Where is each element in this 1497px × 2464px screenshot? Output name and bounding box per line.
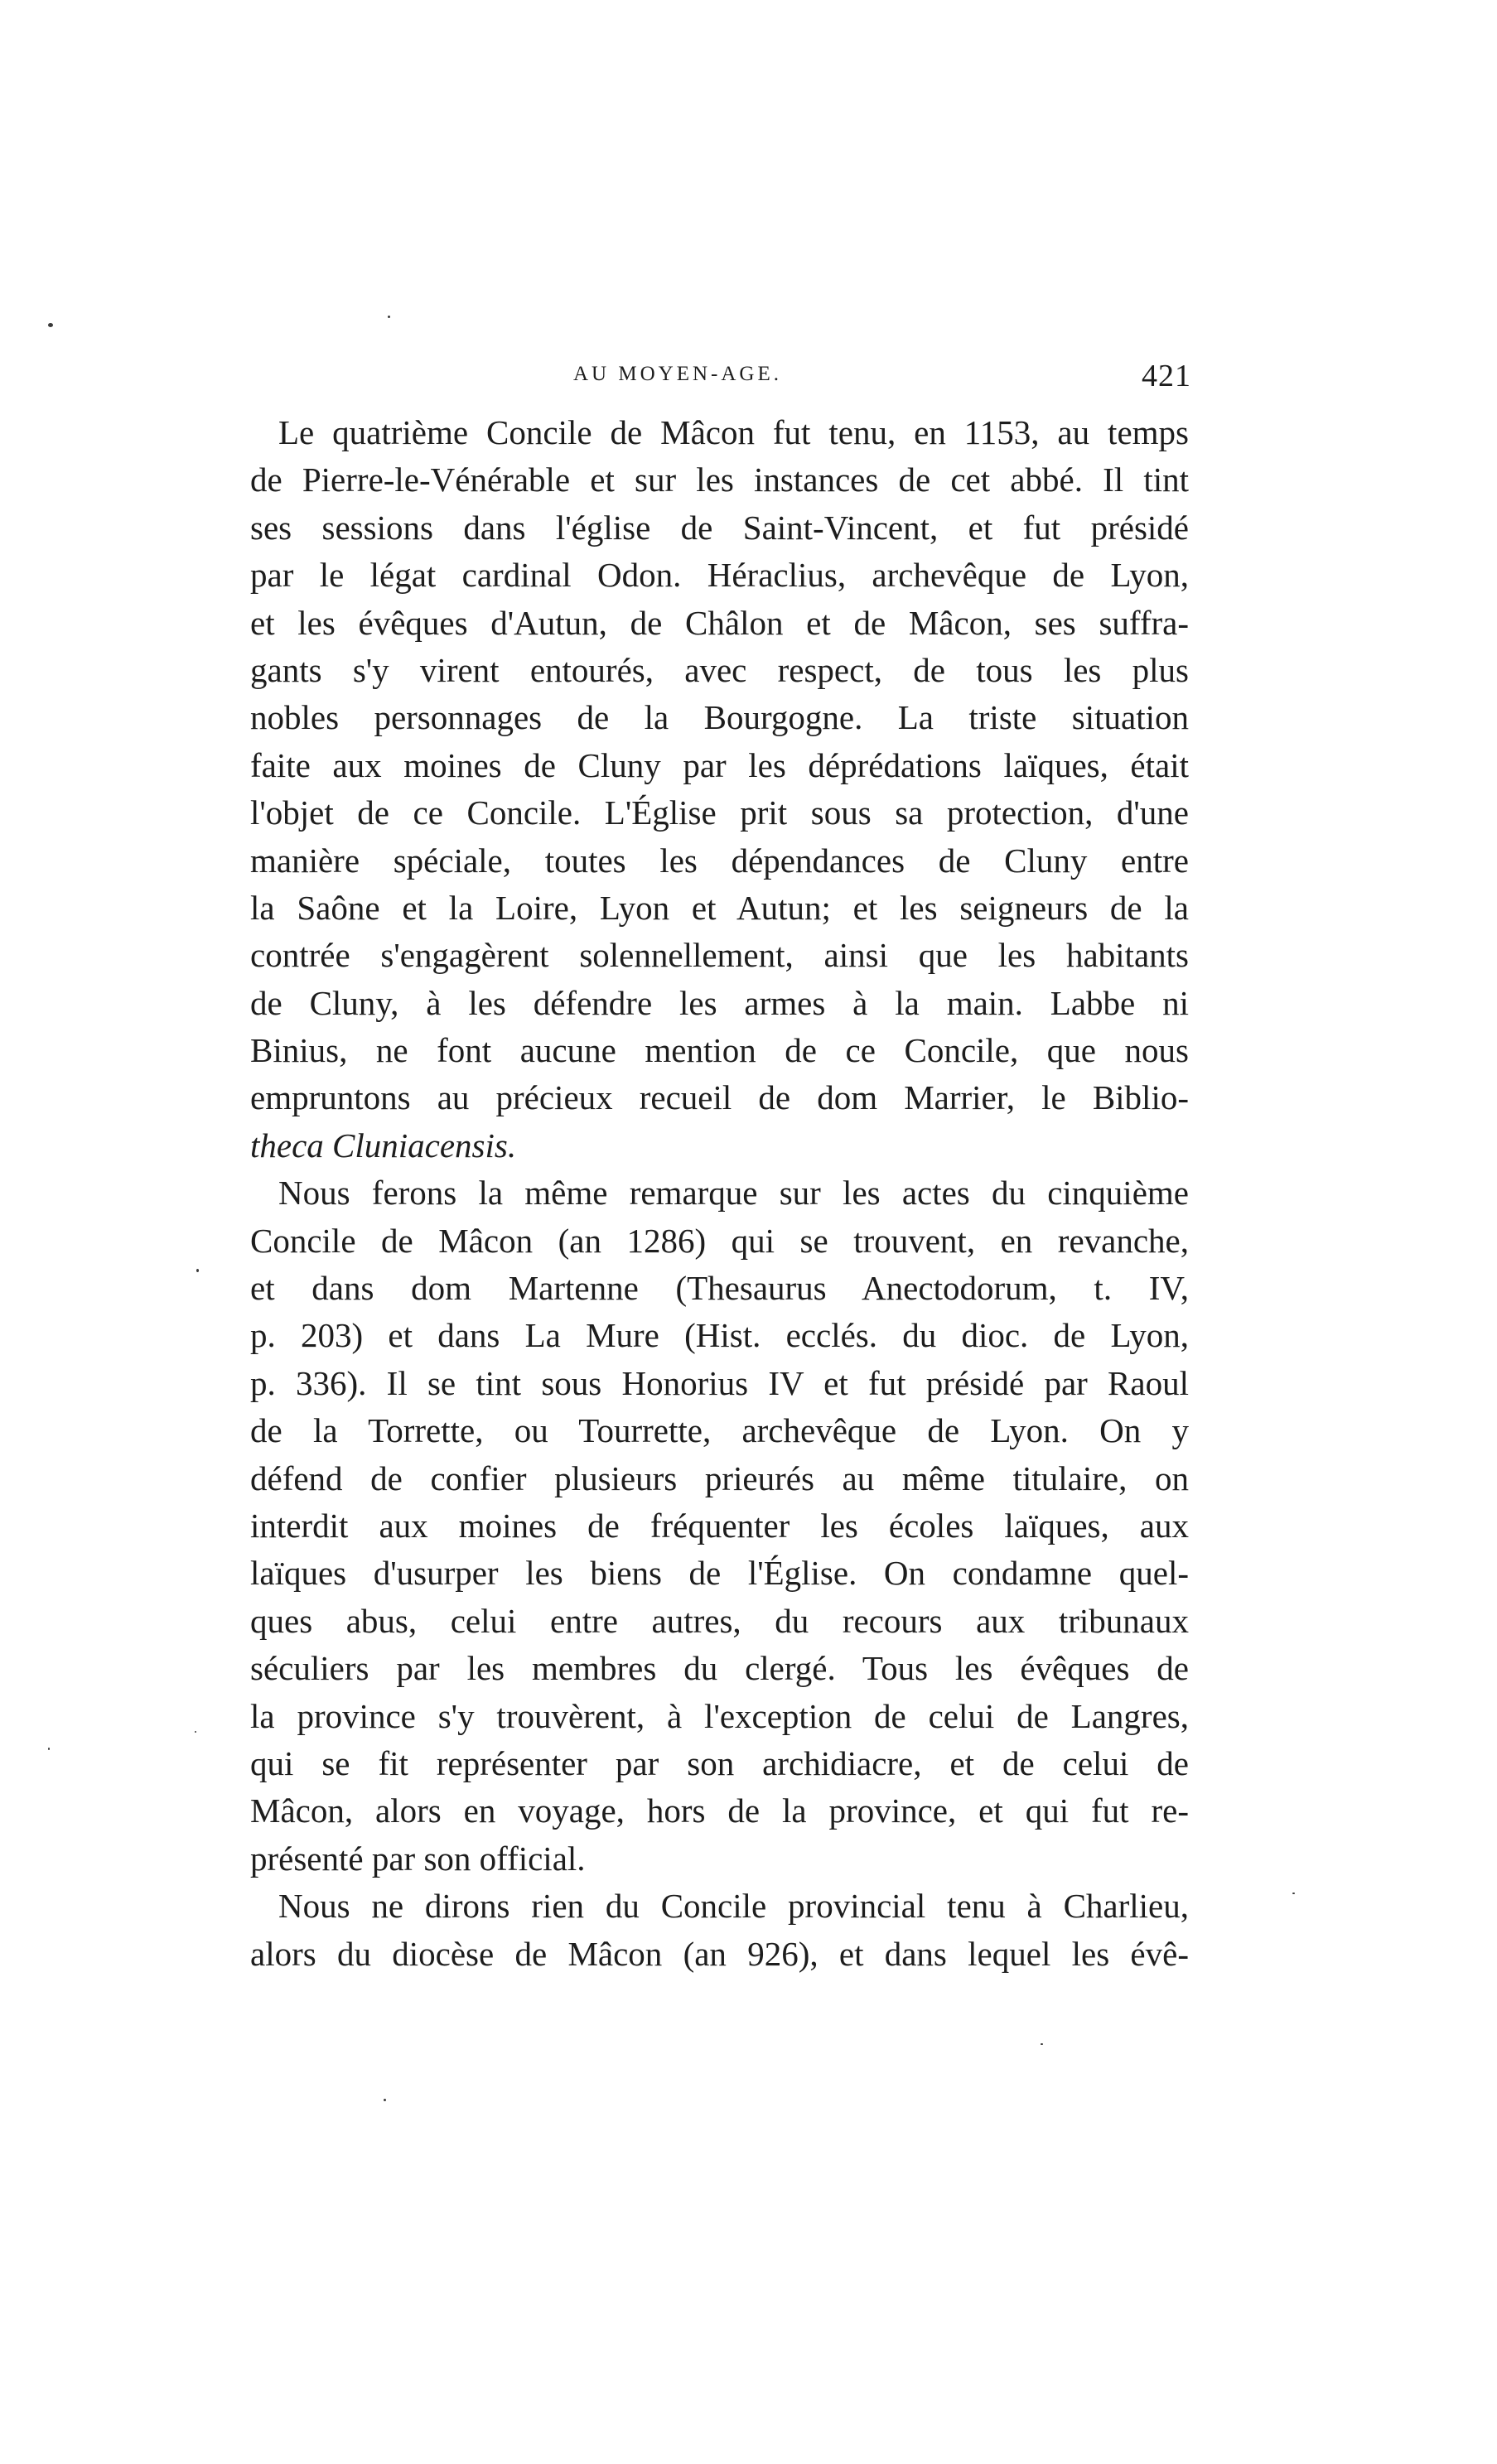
- text-line: alors du diocèse de Mâcon (an 926), et dans lequel les évê-: [250, 1934, 1189, 1973]
- running-head: [249, 359, 1193, 396]
- text-line: theca Cluniacensis.: [250, 1126, 517, 1164]
- text-line: gants s'y virent entourés, avec respect, de tous les plus: [250, 650, 1189, 689]
- text-line: et les évêques d'Autun, de Châlon et de Mâcon, ses suffra-: [250, 603, 1189, 642]
- scan-speck: [384, 2099, 386, 2101]
- scan-speck: [388, 316, 390, 318]
- text-line: Le quatrième Concile de Mâcon fut tenu, en 1153, au temps: [278, 413, 1189, 451]
- running-title: AU MOYEN-AGE.: [573, 363, 782, 385]
- scan-speck: [1041, 2043, 1043, 2045]
- text-line: qui se fit représenter par son archidiacre, et de celui de: [250, 1743, 1189, 1782]
- scan-speck: [196, 1269, 199, 1272]
- text-line: défend de confier plusieurs prieurés au même titulaire, on: [250, 1459, 1189, 1497]
- text-line: la Saône et la Loire, Lyon et Autun; et les seigneurs de la: [250, 888, 1189, 927]
- scan-speck: [48, 323, 53, 327]
- scan-speck: [195, 1731, 196, 1733]
- text-line: présenté par son official.: [250, 1839, 586, 1878]
- paragraph-2: [250, 1169, 1189, 1883]
- paragraph-1: [250, 409, 1189, 1169]
- text-line: faite aux moines de Cluny par les déprédations laïques, était: [250, 745, 1189, 784]
- text-line: Nous ne dirons rien du Concile provincial tenu à Charlieu,: [278, 1887, 1189, 1926]
- text-line: Mâcon, alors en voyage, hors de la province, et qui fut re-: [250, 1791, 1189, 1830]
- scan-speck: [48, 1748, 50, 1750]
- text-line: de Pierre-le-Vénérable et sur les instances de cet abbé. Il tint: [250, 460, 1189, 499]
- text-line: de Cluny, à les défendre les armes à la main. Labbe ni: [250, 983, 1189, 1022]
- page-number: 421: [1142, 359, 1191, 393]
- text-line: ques abus, celui entre autres, du recours aux tribunaux: [250, 1601, 1189, 1640]
- text-line: p. 336). Il se tint sous Honorius IV et fut présidé par Raoul: [250, 1363, 1189, 1402]
- text-line: de la Torrette, ou Tourrette, archevêque de Lyon. On y: [250, 1411, 1189, 1450]
- text-line: Binius, ne font aucune mention de ce Concile, que nous: [250, 1031, 1189, 1070]
- text-line: la province s'y trouvèrent, à l'exception de celui de Langres,: [250, 1696, 1189, 1735]
- body-text: [250, 409, 1189, 1978]
- text-line: séculiers par les membres du clergé. Tous les évêques de: [250, 1649, 1189, 1688]
- text-line: empruntons au précieux recueil de dom Marrier, le Biblio-: [250, 1078, 1189, 1117]
- text-line: l'objet de ce Concile. L'Église prit sous sa protection, d'une: [250, 793, 1189, 832]
- text-line: p. 203) et dans La Mure (Hist. ecclés. du dioc. de Lyon,: [250, 1316, 1189, 1355]
- text-line: ses sessions dans l'église de Saint-Vincent, et fut présidé: [250, 508, 1189, 547]
- text-line: et dans dom Martenne (Thesaurus Anectodorum, t. IV,: [250, 1269, 1189, 1308]
- text-line: par le légat cardinal Odon. Héraclius, archevêque de Lyon,: [250, 556, 1189, 595]
- text-line: laïques d'usurper les biens de l'Église. On condamne quel-: [250, 1554, 1189, 1593]
- text-line: nobles personnages de la Bourgogne. La triste situation: [250, 698, 1189, 737]
- scan-speck: [1292, 1893, 1295, 1894]
- text-line: interdit aux moines de fréquenter les écoles laïques, aux: [250, 1506, 1189, 1545]
- text-line: contrée s'engagèrent solennellement, ainsi que les habitants: [250, 936, 1189, 975]
- paragraph-3: [250, 1883, 1189, 1978]
- text-line: Nous ferons la même remarque sur les actes du cinquième: [278, 1174, 1189, 1213]
- text-line: Concile de Mâcon (an 1286) qui se trouvent, en revanche,: [250, 1221, 1189, 1260]
- text-line: manière spéciale, toutes les dépendances de Cluny entre: [250, 841, 1189, 880]
